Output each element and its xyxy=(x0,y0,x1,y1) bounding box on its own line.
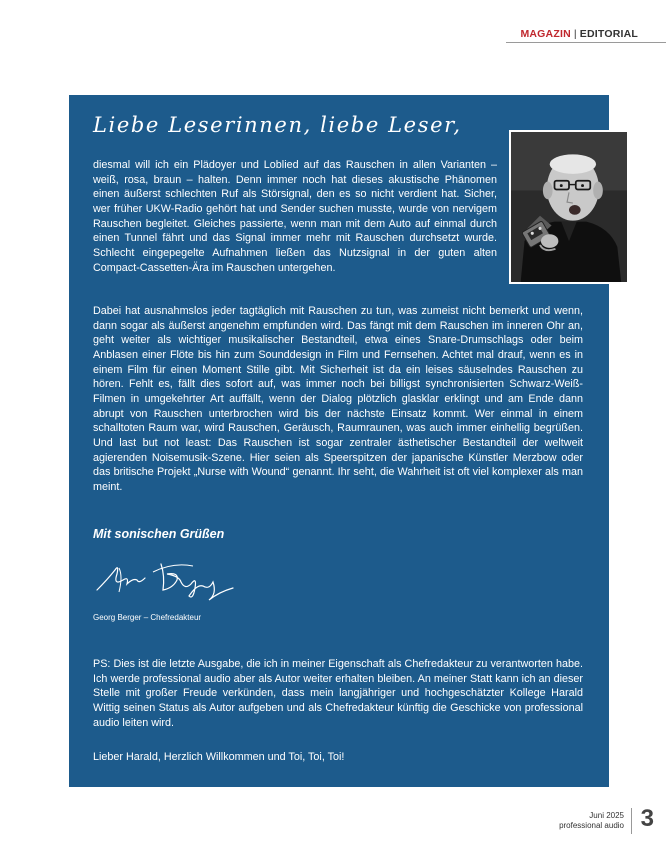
editorial-paragraph-2: Dabei hat ausnahmslos jeder tagtäglich mit Rauschen zu tun, was zumeist nicht bemerkt und wenn, dann sogar als äußerst angenehm empfunden wird. Das fängt mit dem Rauschen im inneren Ohr an, geht weiter als wichtiger musikalischer Bestandteil, etwa eines Snare-Drumschlags oder beim Anblasen einer Flöte bis hin zum Sounddesign in Film und Fernsehen. Achtet mal drauf, wenn es in einem Film für einen Moment Stille gibt. Mit Sicherheit ist da ein leises säuselndes Rauschen zu hören. Fehlt es, fällt dies sofort auf, was immer noch bei billigst synchronisierten Schwarz-Weiß-Filmen in umgekehrter Art auffällt, wenn der Dialog plötzlich glasklar erklingt und am Ende dann abrupt von Rauschen unterbrochen wird bis der nächste Einsatz kommt. Wer einmal in einem schalltoten Raum war, wird Rauschen, Geräusch, Raumraunen, was auch immer einhellig begrüßen. Und last but not least: Das Rauschen ist sogar zentraler ästhetischer Bestandteil der weltweit agierenden Noisemusik-Szene. Hier seien als Speerspitzen der japanische Künstler Merzbow oder das britische Projekt „Nurse with Wound“ genannt. Ihr seht, die Wahrheit ist oft viel komplexer als man meint. xyxy=(93,305,583,493)
signer-name: Georg Berger – Chefredakteur xyxy=(93,613,202,622)
postscript: PS: Dies ist die letzte Ausgabe, die ich in meiner Eigenschaft als Chefredakteur zu verantworten habe. Ich werde professional audio aber als Autor weiter erhalten bleiben. An meiner Statt kann ich an dieser Stelle mit großer Freude verkünden, dass mein langjähriger und hochgeschätzter Kollege Harald Wittig seinen Status als Autor aufgeben und als Chefredakteur künftig die Geschicke von professional audio leiten wird. xyxy=(93,658,583,729)
closing-greeting: Mit sonischen Grüßen xyxy=(93,527,225,541)
editorial-title: Liebe Leserinnen, liebe Leser, xyxy=(93,113,462,137)
page-header xyxy=(506,28,666,42)
header-rule xyxy=(506,42,666,43)
footer-issue-date: Juni 2025 xyxy=(589,811,624,820)
footer-magazine-name: professional audio xyxy=(559,821,624,830)
signature-graphic xyxy=(93,550,253,604)
header-section: MAGAZIN xyxy=(520,28,571,40)
header-separator: | xyxy=(573,28,577,40)
handwritten-signature xyxy=(93,550,253,604)
page-footer xyxy=(559,811,624,831)
page-number: 3 xyxy=(640,805,654,832)
footer-divider xyxy=(631,808,632,834)
editorial-paragraph-1: diesmal will ich ein Plädoyer und Loblied auf das Rauschen in allen Varianten – weiß, rosa, braun – halten. Denn immer noch hat dieses akustische Phänomen einen äußerst schlechten Ruf als Störsignal, den es so nicht verdient hat. Sicher, wer früher UKW-Radio gehört hat und Sender suchen musste, wurde von nervigem Rauschen begleitet. Gleiches passierte, wenn man mit dem Auto auf einmal durch einen Tunnel fährt und das Signal immer mehr mit Rauschen durchsetzt wurde. Schlecht eingepegelte Aufnahmen ließen das Nutzsignal in der guten alten Compact-Cassetten-Ära im Rauschen untergehen. xyxy=(93,159,497,274)
header-text xyxy=(520,28,638,40)
header-category: EDITORIAL xyxy=(579,28,638,40)
farewell-line: Lieber Harald, Herzlich Willkommen und Toi, Toi, Toi! xyxy=(93,751,345,763)
editorial-panel xyxy=(69,95,609,787)
author-photo xyxy=(509,130,629,284)
author-portrait-image xyxy=(511,132,627,282)
